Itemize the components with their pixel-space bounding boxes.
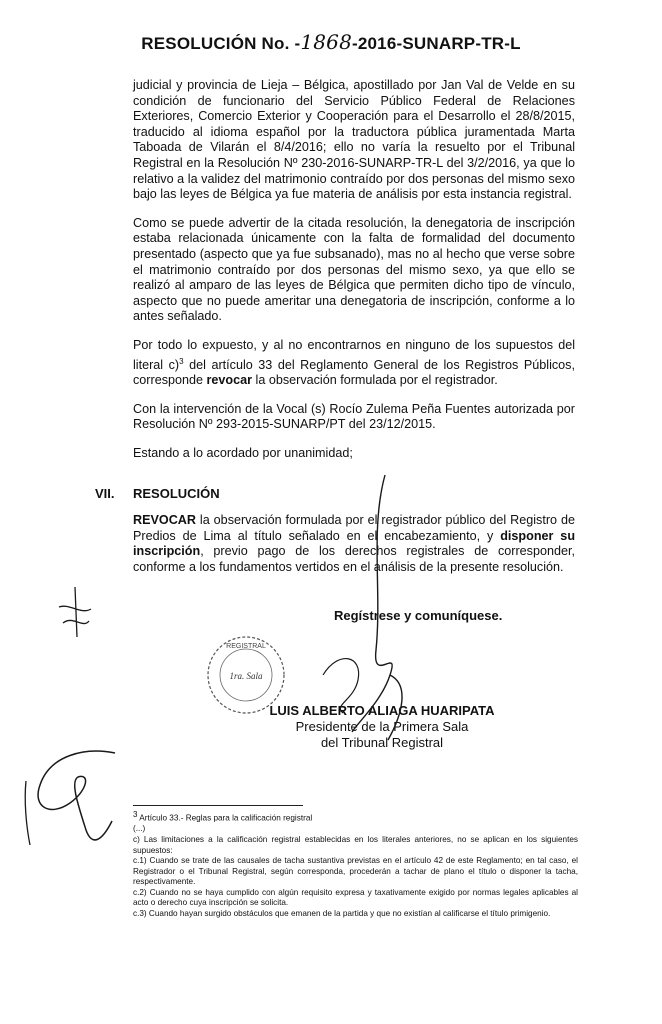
section-number: VII. xyxy=(95,486,115,501)
signer-title-1: Presidente de la Primera Sala xyxy=(295,719,469,734)
signature-flourish xyxy=(318,645,378,715)
resolution-text-2: , previo pago de los derechos registrales de corresponder, conforme a los fundamentos vertidos en el análisis de la presente resolución. xyxy=(133,544,575,574)
resolution-text-1: la observación formulada por el registrador público del Registro de Predios de Lima al título señalado en el encabezamiento, y xyxy=(133,513,575,543)
paragraph-3-bold: revocar xyxy=(206,373,253,388)
header-suffix: -2016-SUNARP-TR-L xyxy=(352,34,521,53)
footnote-line-4: c.1) Cuando se trate de las causales de tacha sustantiva previstas en el artículo 42 de este Reglamento; en tal caso, el Registrador o el Tribunal Registral, según corresponda, procederán a tachar de plano el título o disponer la tacha, respectivamente. xyxy=(133,856,578,887)
signer-name: LUIS ALBERTO ALIAGA HUARIPATA xyxy=(269,703,495,718)
footnote-text-1: Artículo 33.- Reglas para la calificación registral xyxy=(137,813,313,823)
handwritten-signature xyxy=(330,470,420,760)
paragraph-2: Como se puede advertir de la citada resolución, la denegatoria de inscripción estaba relacionada únicamente con la falta de formalidad del documento presentado (aspecto que ya fue subsanado), mas no al hecho que verse sobre el matrimonio contraído por dos personas del mismo sexo, ya que ello se realizó al amparo de las leyes de Bélgica que permiten dicho tipo de vínculo, aspecto que no puede ameritar una denegatoria de inscripción, conforme a lo antes señalado. xyxy=(133,215,575,324)
paragraph-3-text-b: del artículo 33 del Reglamento General de los Registros Públicos, corresponde xyxy=(133,357,575,388)
footnote-line-2: (...) xyxy=(133,824,146,834)
paragraph-3-text-c: la observación formulada por el registrador. xyxy=(252,373,498,388)
resolution-number: 1868 xyxy=(300,30,353,54)
paragraph-5: Estando a lo acordado por unanimidad; xyxy=(133,446,353,461)
closing-text: Regístrese y comuníquese. xyxy=(334,608,503,623)
stamp-center-text: 1ra. Sala xyxy=(229,671,263,681)
margin-initials xyxy=(55,585,95,640)
header-prefix: RESOLUCIÓN No. - xyxy=(141,34,301,53)
body-text xyxy=(133,78,575,475)
footnote-ref: 3 xyxy=(179,356,184,366)
section-heading xyxy=(95,486,220,501)
resolution-bold-1: REVOCAR xyxy=(133,513,196,527)
handwritten-mark xyxy=(20,745,150,855)
resolution-bold-2: disponer su inscripción xyxy=(133,528,576,559)
paragraph-4: Con la intervención de la Vocal (s) Rocío Zulema Peña Fuentes autorizada por Resolución Nº 293-2015-SUNARP/PT del 23/12/2015. xyxy=(133,401,575,432)
footnote-line-3: c) Las limitaciones a la calificación registral establecidas en los literales anteriores, no se aplican en los siguientes supuestos: xyxy=(133,834,578,855)
footnote-line-1 xyxy=(133,810,578,824)
section-title: RESOLUCIÓN xyxy=(133,486,220,501)
paragraph-3-text-a: Por todo lo expuesto, y al no encontrarnos en ninguno de los supuestos del literal c) xyxy=(133,337,575,372)
paragraph-3 xyxy=(133,338,575,389)
signer-title-2: del Tribunal Registral xyxy=(320,735,444,750)
stamp-top-text: REGISTRAL xyxy=(226,643,266,650)
footnote-line-5: c.2) Cuando no se haya cumplido con algún requisito expresa y taxativamente exigido por normas legales aplicables al acto o derecho cuya inscripción se solicita. xyxy=(133,887,578,908)
page-header xyxy=(0,30,662,54)
paragraph-1: judicial y provincia de Lieja – Bélgica, apostillado por Jan Val de Velde en su condición de funcionario del Servicio Público Federal de Relaciones Exteriores, Comercio Exterior y Cooperación para el Desarrollo el 28/8/2015, traducido al idioma español por la traductora pública juramentada Marta Taboada de Vilarán el 8/4/2016; ello no varía la resuelto por el Tribunal Registral en la Resolución Nº 230-2016-SUNARP-TR-L del 3/2/2016, ya que lo relativo a la validez del matrimonio contraído por dos personas del mismo sexo bajo las leyes de Bélgica ya fue materia de análisis por esta instancia registral. xyxy=(133,78,575,202)
footnote-line-6: c.3) Cuando hayan surgido obstáculos que emanen de la partida y que no existían al calificarse el título primigenio. xyxy=(133,909,551,919)
footnotes xyxy=(133,810,578,920)
footnote-separator xyxy=(133,805,303,806)
footnote-number: 3 xyxy=(133,810,138,819)
